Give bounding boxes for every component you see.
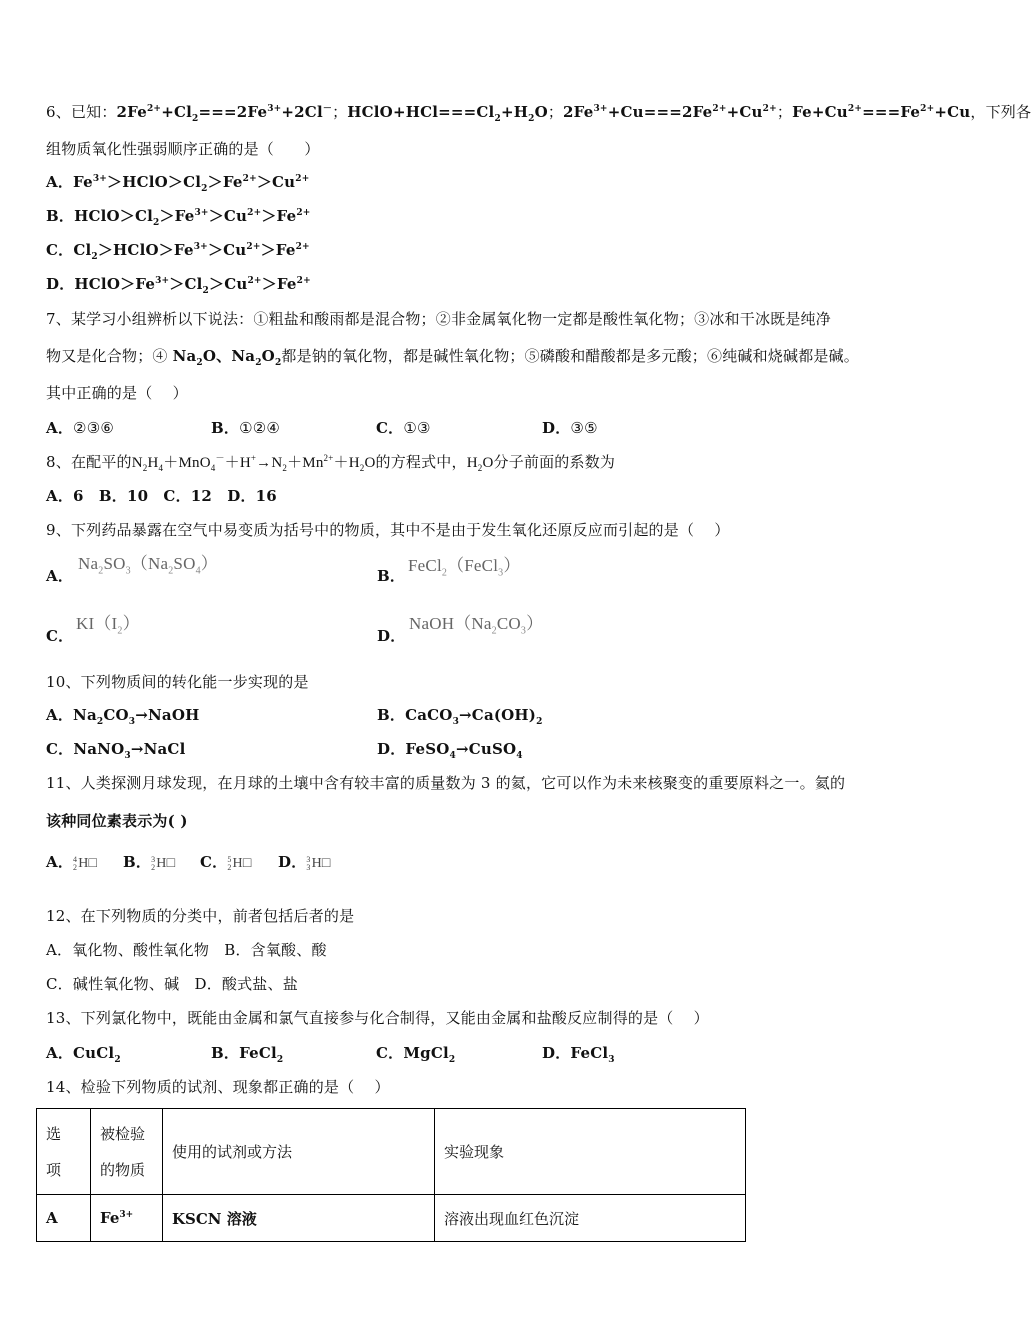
- q7-stem-line2: 物又是化合物；④ $Na_2O$、$Na_2O_2$都是钠的氧化物，都是碱性氧化物；⑤磷酸和醋酸都是多元酸；⑥纯碱和烧碱都是碱。: [46, 347, 860, 368]
- q10-option-b[interactable]: B．$CaCO_3\to Ca(OH)_2$: [377, 706, 543, 727]
- q11-option-b[interactable]: B．3 2H□: [123, 853, 176, 872]
- q9-option-b[interactable]: B．: [377, 567, 406, 585]
- q13-option-a[interactable]: A．CuCl$_2$: [46, 1044, 121, 1065]
- q13-option-d[interactable]: D．FeCl$_3$: [542, 1044, 615, 1065]
- q6-option-b[interactable]: B．$HClO>Cl_2>Fe^{3+}>Cu^{2+}>Fe^{2+}$: [46, 207, 311, 228]
- q13-stem: 13、下列氯化物中，既能由金属和氯气直接参与化合制得，又能由金属和盐酸反应制得的是（ ）: [46, 1009, 709, 1027]
- isotope-symbol-a: 4 2H□: [73, 854, 98, 872]
- row-a-phenomenon: 溶液出现血红色沉淀: [435, 1195, 746, 1242]
- q8-stem: 8、在配平的$N_2H_4+MnO_4^-+H^+\to N_2+Mn^{2+}+H_2O$的方程式中，$H_2O$分子前面的系数为: [46, 453, 616, 473]
- q10-option-d[interactable]: D．FeSO$_4$→CuSO$_4$: [377, 740, 523, 761]
- q14-stem: 14、检验下列物质的试剂、现象都正确的是（ ）: [46, 1078, 390, 1096]
- q12-options-row2[interactable]: C．碱性氧化物、碱 D．酸式盐、盐: [46, 975, 298, 993]
- q7-option-d[interactable]: D．③⑤: [542, 419, 598, 437]
- q11-option-c[interactable]: C．5 2H□: [200, 853, 252, 872]
- header-substance: 被检验 的物质: [91, 1109, 163, 1195]
- q6-stem-line2: 组物质氧化性强弱顺序正确的是（ ）: [46, 140, 320, 158]
- isotope-symbol-d: 3 3H□: [306, 854, 331, 872]
- q7-option-c[interactable]: C．①③: [376, 419, 431, 437]
- q11-option-d[interactable]: D．3 3H□: [278, 853, 331, 872]
- q9-stem: 9、下列药品暴露在空气中易变质为括号中的物质，其中不是由于发生氧化还原反应而引起的是（ ）: [46, 521, 730, 539]
- row-a-reagent: KSCN 溶液: [163, 1195, 435, 1242]
- isotope-symbol-c: 5 2H□: [227, 854, 252, 872]
- q9-option-b-formula: FeCl$_2$（FeCl$_3$）: [408, 556, 521, 579]
- table-row: [37, 1195, 746, 1242]
- q13-option-c[interactable]: C．MgCl$_2$: [376, 1044, 456, 1065]
- q10-option-c[interactable]: C．NaNO$_3$→NaCl: [46, 740, 186, 761]
- q6-option-a[interactable]: A．$Fe^{3+}>HClO>Cl_2>Fe^{2+}>Cu^{2+}$: [46, 173, 310, 194]
- q6-stem-line1: 6、已知：$2Fe^{2+}+Cl_2===2Fe^{3+}+2Cl^-$；$HClO+HCl===Cl_2+H_2O$；$2Fe^{3+}+Cu===2Fe^{2+}+Cu^{2+}$；$Fe+Cu^{2+}===Fe^{2+}+Cu$，下列各: [46, 103, 1031, 124]
- isotope-symbol-b: 3 2H□: [151, 854, 176, 872]
- q11-stem-line1: 11、人类探测月球发现，在月球的土壤中含有较丰富的质量数为 3 的氦，它可以作为未来核聚变的重要原料之一。氦的: [46, 774, 846, 792]
- q9-option-c-formula: $KI(I_2)$: [76, 614, 140, 637]
- q11-option-a[interactable]: A．4 2H□: [46, 853, 98, 872]
- q10-stem: 10、下列物质间的转化能一步实现的是: [46, 673, 309, 691]
- q7-option-b[interactable]: B．①②④: [211, 419, 281, 437]
- q8-options[interactable]: A．6 B．10 C．12 D．16: [46, 487, 277, 505]
- q13-option-b[interactable]: B．FeCl$_2$: [211, 1044, 284, 1065]
- q7-stem-line3: 其中正确的是（ ）: [46, 384, 188, 402]
- q6-option-d[interactable]: D．$HClO>Fe^{3+}>Cl_2>Cu^{2+}>Fe^{2+}$: [46, 275, 311, 296]
- q12-stem: 12、在下列物质的分类中，前者包括后者的是: [46, 907, 355, 925]
- q10-option-a[interactable]: A．$Na_2CO_3\to NaOH$: [46, 706, 200, 727]
- q7-stem-line1: 7、某学习小组辨析以下说法：①粗盐和酸雨都是混合物；②非金属氧化物一定都是酸性氧化物；③冰和干冰既是纯净: [46, 310, 831, 328]
- row-a-option: A: [37, 1195, 91, 1242]
- q7-option-a[interactable]: A．②③⑥: [46, 419, 114, 437]
- table-header-row: [37, 1109, 746, 1195]
- q9-options-row1: [46, 556, 906, 586]
- q9-option-a[interactable]: A．: [46, 567, 74, 585]
- q9-option-a-formula: $Na_2SO_3(Na_2SO_4)$: [78, 554, 218, 577]
- q9-option-d-formula: $NaOH(Na_2CO_3)$: [409, 614, 544, 637]
- q12-options-row1[interactable]: A．氧化物、酸性氧化物 B．含氧酸、酸: [46, 941, 327, 959]
- q11-options: [46, 850, 446, 874]
- q6-option-c[interactable]: C．$Cl_2>HClO>Fe^{3+}>Cu^{2+}>Fe^{2+}$: [46, 241, 310, 262]
- q9-option-c[interactable]: C．: [46, 627, 74, 645]
- q11-stem-line2: 该种同位素表示为( ): [46, 812, 188, 830]
- q9-options-row2: [46, 614, 906, 644]
- header-phenomenon: 实验现象: [435, 1109, 746, 1195]
- header-option: 选 项: [37, 1109, 91, 1195]
- row-a-substance: $Fe^{3+}$: [91, 1195, 163, 1242]
- header-reagent: 使用的试剂或方法: [163, 1109, 435, 1195]
- q9-option-d[interactable]: D．: [377, 627, 406, 645]
- q14-table: [36, 1108, 746, 1242]
